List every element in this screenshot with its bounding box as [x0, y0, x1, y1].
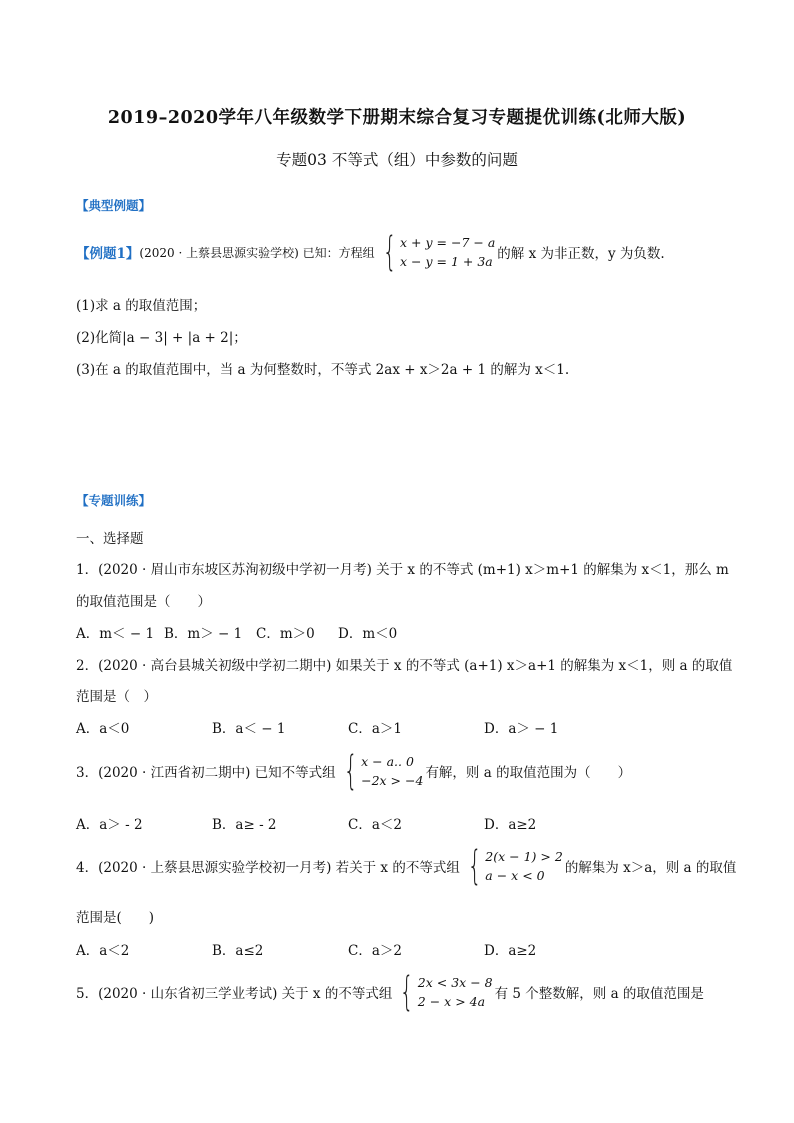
option-c: C．a＜2 [348, 817, 402, 833]
option-d: D．m＜0 [338, 626, 398, 642]
question-1-line-1: 1．(2020 · 眉山市东坡区苏洵初级中学初一月考) 关于 x 的不等式 (m+1) x＞m+1 的解集为 x＜1，那么 m [76, 562, 729, 578]
question-4-inequality-1: 2(x − 1) > 2 [485, 849, 563, 864]
question-3-inequality-1: x − a.. 0 [361, 754, 414, 769]
question-4-inequality-2: a − x < 0 [485, 868, 545, 883]
option-d: D．a≥2 [484, 943, 537, 959]
question-3-options [76, 813, 716, 833]
brace-icon: { [343, 748, 358, 794]
choice-heading: 一、选择题 [76, 531, 144, 547]
question-3-statement [76, 748, 632, 794]
section-examples-heading: 【典型例题】 [76, 198, 152, 213]
option-b: B．a≥ - 2 [212, 817, 277, 833]
question-5-inequality-1: 2x < 3x − 8 [417, 975, 493, 990]
question-4-prefix: 4．(2020 · 上蔡县思源实验学校初一月考) 若关于 x 的不等式组 [76, 860, 460, 876]
question-4-line-2: 范围是( ) [76, 910, 155, 926]
example1-equation-2: x − y = 1 + 3a [400, 254, 493, 269]
question-5-prefix: 5．(2020 · 山东省初三学业考试) 关于 x 的不等式组 [76, 986, 393, 1002]
section-training-heading: 【专题训练】 [76, 493, 152, 508]
question-2-line-1: 2．(2020 · 高台县城关初级中学初二期中) 如果关于 x 的不等式 (a+1) x＞a+1 的解集为 x＜1，则 a 的取值 [76, 658, 733, 674]
example1-part-3: (3)在 a 的取值范围中，当 a 为何整数时，不等式 2ax + x＞2a + 1 的解为 x＜1. [76, 362, 570, 378]
option-d: D．a＞ − 1 [484, 721, 559, 737]
question-2-line-2: 范围是（ ） [76, 689, 157, 705]
option-b: B．a＜ − 1 [212, 721, 286, 737]
example1-part-1: (1)求 a 的取值范围； [76, 298, 207, 314]
document-title: 2019–2020学年八年级数学下册期末综合复习专题提优训练(北师大版) [107, 108, 687, 128]
option-c: C．a＞2 [348, 943, 402, 959]
option-b: B．a≤2 [212, 943, 264, 959]
option-d: D．a≥2 [484, 817, 537, 833]
example1-tail: 的解 x 为非正数，y 为负数. [497, 246, 665, 262]
option-c: C．a＞1 [348, 721, 402, 737]
question-1-options [76, 622, 716, 642]
question-5-statement [76, 969, 704, 1015]
question-3-inequality-2: −2x > −4 [361, 773, 424, 788]
option-a: A．a＜0 [76, 721, 130, 737]
question-2-options [76, 717, 716, 737]
question-5-inequality-2: 2 − x > 4a [417, 994, 486, 1009]
option-c: C．m＞0 [256, 626, 315, 642]
question-4-inequality-system [462, 843, 563, 889]
option-a: A．a＜2 [76, 943, 130, 959]
example1-equation-1: x + y = −7 − a [400, 235, 496, 250]
document-subtitle: 专题03 不等式（组）中参数的问题 [276, 151, 518, 169]
question-3-suffix: 有解，则 a 的取值范围为（ ） [425, 765, 632, 781]
question-5-suffix: 有 5 个整数解，则 a 的取值范围是 [494, 986, 704, 1002]
example1-part-2: (2)化简|a − 3| + |a + 2|； [76, 330, 247, 346]
question-4-statement [76, 843, 737, 889]
example1-equation-system [377, 229, 496, 275]
brace-icon: { [467, 843, 482, 889]
question-3-prefix: 3．(2020 · 江西省初二期中) 已知不等式组 [76, 765, 336, 781]
question-1-line-2: 的取值范围是（ ） [76, 594, 211, 610]
question-4-options [76, 939, 716, 959]
example1-label: 【例题1】 [76, 246, 140, 262]
question-4-suffix: 的解集为 x＞a，则 a 的取值 [564, 860, 737, 876]
option-a: A．m＜ − 1 [76, 626, 155, 642]
example1-source: (2020 · 上蔡县思源实验学校) 已知：方程组 [139, 245, 375, 260]
option-b: B．m＞ − 1 [164, 626, 243, 642]
brace-icon: { [382, 229, 397, 275]
example1-statement [76, 229, 665, 275]
question-5-inequality-system [394, 969, 493, 1015]
option-a: A．a＞ - 2 [76, 817, 143, 833]
question-3-inequality-system [338, 748, 424, 794]
brace-icon: { [400, 969, 415, 1015]
